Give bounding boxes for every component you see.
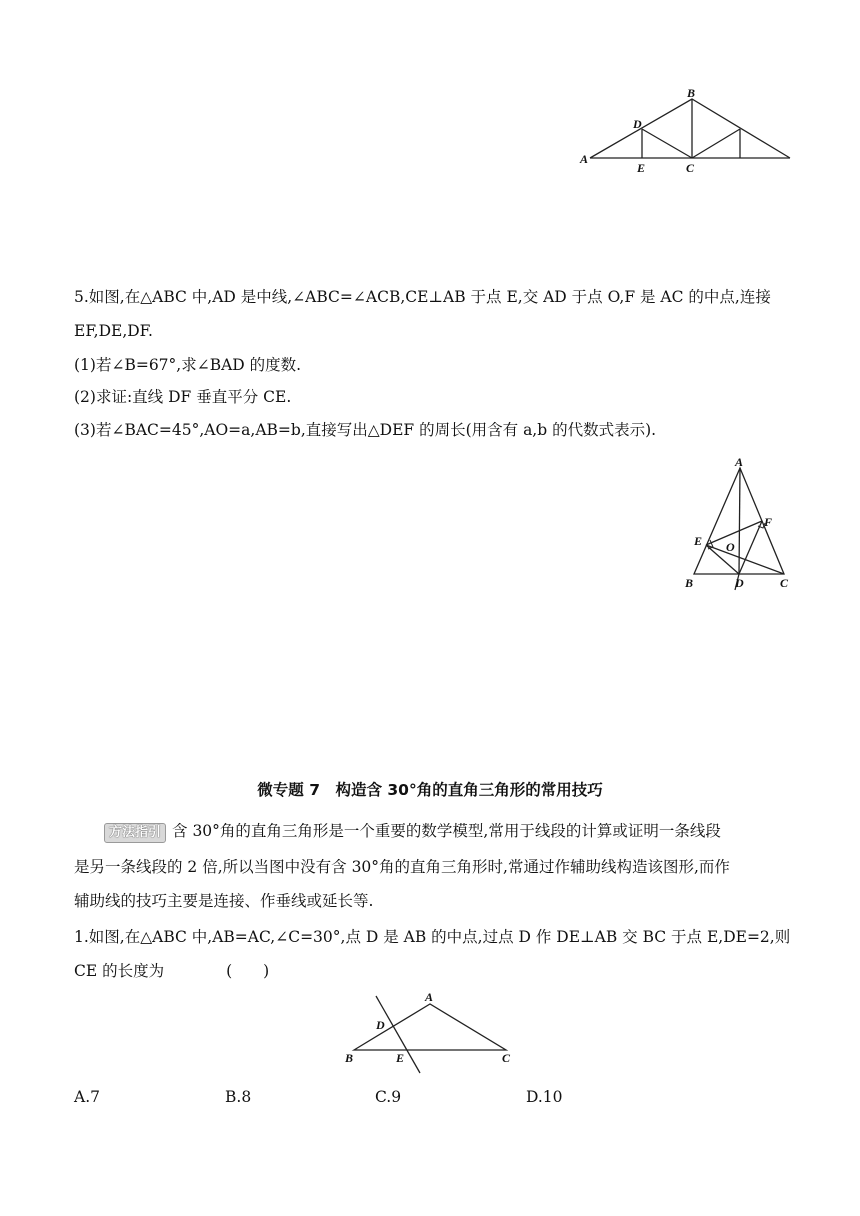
truss-outline <box>590 99 790 158</box>
problem5-part2: (2)求证:直线 DF 垂直平分 CE. <box>74 388 292 406</box>
problem5-part3: (3)若∠BAC=45°,AO=a,AB=b,直接写出△DEF 的周长(用含有 a,b 的代数式表示). <box>74 421 657 439</box>
method-guide-badge: 方法指引 <box>104 823 166 843</box>
fig5-label-e: E <box>694 534 703 548</box>
topic-title: 微专题 7 构造含 30°角的直角三角形的常用技巧 <box>257 781 603 799</box>
guide-line1-wrap <box>104 820 721 843</box>
guide-line3: 辅助线的技巧主要是连接、作垂线或延长等. <box>74 892 374 910</box>
option-d: D.10 <box>526 1088 563 1106</box>
truss-label-a: A <box>580 152 589 166</box>
fig5-label-d: D <box>735 576 744 590</box>
fig5-label-c: C <box>780 576 789 590</box>
fig1-label-e: E <box>396 1051 405 1065</box>
fig5-label-f: F <box>764 515 773 529</box>
guide-line1: 含 30°角的直角三角形是一个重要的数学模型,常用于线段的计算或证明一条线段 <box>172 822 721 840</box>
guide-line2: 是另一条线段的 2 倍,所以当图中没有含 30°角的直角三角形时,常通过作辅助线构造该图形,而作 <box>74 858 730 876</box>
truss-label-e: E <box>637 161 646 175</box>
option-c: C.9 <box>375 1088 402 1106</box>
problem1-figure <box>340 988 530 1076</box>
problem5-figure <box>680 456 792 594</box>
fig1-label-b: B <box>345 1051 354 1065</box>
problem5-line2: EF,DE,DF. <box>74 322 153 340</box>
fig5-label-o: O <box>726 540 735 554</box>
fig5-label-a: A <box>735 456 744 469</box>
truss-figure <box>578 86 798 178</box>
truss-label-b: B <box>687 86 696 100</box>
truss-strut-left <box>642 129 692 158</box>
fig1-label-c: C <box>502 1051 511 1065</box>
option-a: A.7 <box>74 1088 100 1106</box>
fig1-label-a: A <box>425 990 434 1004</box>
fig5-label-b: B <box>685 576 694 590</box>
problem1-line2: CE 的长度为 ( ) <box>74 962 270 980</box>
truss-label-c: C <box>686 161 695 175</box>
fig1-label-d: D <box>376 1018 385 1032</box>
problem1-line1: 1.如图,在△ABC 中,AB=AC,∠C=30°,点 D 是 AB 的中点,过点 D 作 DE⊥AB 交 BC 于点 E,DE=2,则 <box>74 928 791 946</box>
truss-label-d: D <box>633 117 642 131</box>
problem5-part1: (1)若∠B=67°,求∠BAD 的度数. <box>74 356 302 374</box>
truss-strut-right <box>692 129 740 158</box>
option-b: B.8 <box>225 1088 252 1106</box>
problem5-line1: 5.如图,在△ABC 中,AD 是中线,∠ABC=∠ACB,CE⊥AB 于点 E,交 AD 于点 O,F 是 AC 的中点,连接 <box>74 288 771 306</box>
